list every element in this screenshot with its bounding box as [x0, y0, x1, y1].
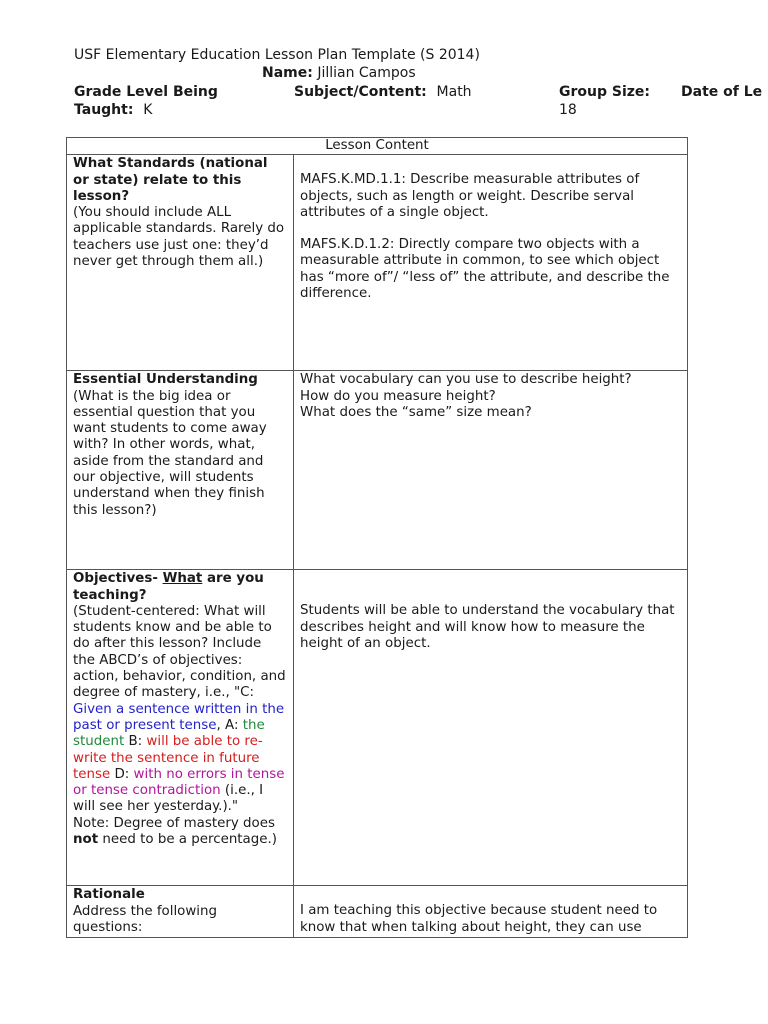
understanding-content-2: How do you measure height?: [300, 388, 496, 404]
understanding-content-cell: [294, 371, 688, 570]
document-title: USF Elementary Education Lesson Plan Template (S 2014): [74, 47, 480, 63]
objectives-note: (Student-centered: What will students know and be able to do after this lesson? Include the ABCD’s of objectives: action, behavior, condition, and degree of mastery, i.e., "C: Given a sentence written in the past or present tense, A: the student B: will be able to re-write the sentence in future tense D: with no errors in tense or tense contradiction (i.e., I will see her yesterday.).": [73, 603, 286, 815]
grade-label-line1: Grade Level Being: [74, 84, 218, 100]
rationale-note: Address the following questions:: [73, 903, 218, 935]
behavior-example: will be able to re-write the sentence in future tense: [73, 734, 263, 782]
understanding-row: [67, 371, 688, 570]
subject-label: Subject/Content:: [294, 84, 427, 100]
grade-value: K: [143, 102, 153, 118]
understanding-content-3: What does the “same” size mean?: [300, 404, 532, 420]
rationale-content: I am teaching this objective because student need to know that when talking about height, they can use: [300, 903, 658, 935]
condition-example: Given a sentence written in the past or present tense: [73, 701, 285, 733]
standards-content-1: MAFS.K.MD.1.1: Describe measurable attributes of objects, such as length or weight. Describe serval attributes of a single object.: [300, 172, 640, 220]
group-size-value: 18: [559, 102, 577, 118]
understanding-label: Essential Understanding: [73, 372, 258, 388]
grade-label-line2: Taught:: [74, 102, 134, 118]
standards-note: (You should include ALL applicable standards. Rarely do teachers use just one: they’d never get through them all.): [73, 205, 285, 270]
lesson-content-table: [66, 137, 688, 938]
name-field: [262, 65, 416, 81]
objectives-content: Students will be able to understand the vocabulary that describes height and will know how to measure the height of an object.: [300, 603, 675, 651]
date-field: Date of Le: [681, 84, 763, 100]
objectives-mastery-note: Note: Degree of mastery does not need to be a percentage.): [73, 815, 277, 848]
standards-content-cell: [294, 155, 688, 371]
rationale-content-cell: [294, 886, 688, 938]
subject-value: Math: [436, 84, 472, 100]
understanding-content-1: What vocabulary can you use to describe height?: [300, 372, 632, 388]
subject-field: [294, 83, 472, 101]
table-heading: Lesson Content: [67, 138, 688, 155]
degree-example: with no errors in tense or tense contradiction: [73, 766, 285, 799]
standards-label-cell: [67, 155, 294, 371]
group-size-field: [559, 83, 650, 119]
understanding-note: (What is the big idea or essential question that you want students to come away with? In other words, what, aside from the standard and our objective, will students understand when they finish this lesson?): [73, 388, 267, 518]
standards-content-2: MAFS.K.D.1.2: Directly compare two objects with a measurable attribute in common, to see which object has “more of”/ “less of” the attribute, and describe the difference.: [300, 237, 670, 302]
rationale-label: Rationale: [73, 887, 145, 903]
objectives-label: Objectives- What are you teaching?: [73, 571, 264, 603]
name-label: Name:: [262, 65, 313, 81]
objectives-content-cell: [294, 570, 688, 886]
objectives-label-cell: [67, 570, 294, 886]
group-size-label: Group Size:: [559, 84, 650, 100]
rationale-label-cell: [67, 886, 294, 938]
objectives-row: [67, 570, 688, 886]
name-value: Jillian Campos: [317, 65, 416, 81]
grade-level-field: [74, 83, 218, 119]
rationale-row: [67, 886, 688, 938]
standards-row: [67, 155, 688, 371]
audience-example: the student: [73, 717, 265, 750]
standards-label: What Standards (national or state) relate to this lesson?: [73, 156, 268, 204]
understanding-label-cell: [67, 371, 294, 570]
